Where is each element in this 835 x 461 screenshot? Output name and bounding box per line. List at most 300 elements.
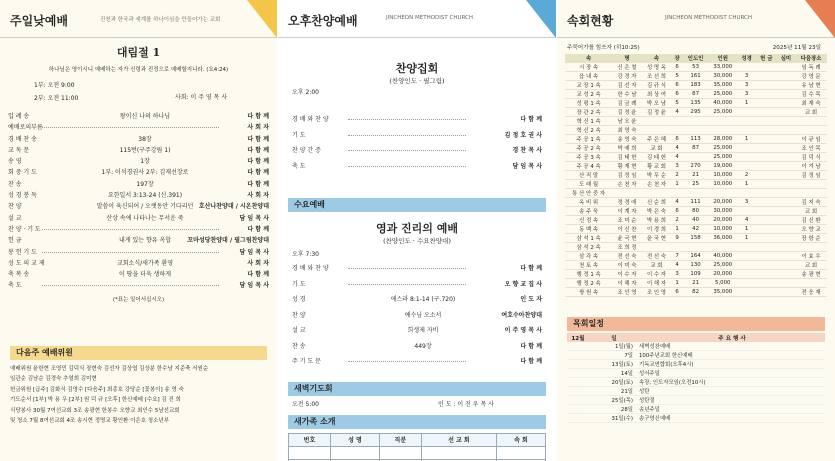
- table-cell: [777, 225, 795, 234]
- table-cell: 10,000: [708, 180, 737, 189]
- table-row: [565, 189, 827, 198]
- table-cell: 이 효 우: [795, 252, 827, 261]
- list-item: [567, 369, 825, 378]
- table-cell: 교 회: [795, 207, 827, 216]
- table-cell: [777, 234, 795, 243]
- dawn-section-title: 새벽기도회: [288, 382, 546, 396]
- table-cell: 성 평 1 속: [565, 99, 612, 108]
- order-row: [278, 325, 556, 341]
- table-cell: [777, 198, 795, 207]
- table-cell: 김 덕 식: [795, 153, 827, 162]
- order-item: 요한일서 3:13-24 (신.391): [107, 192, 183, 200]
- table-cell: [777, 108, 795, 117]
- order-row: [0, 280, 277, 291]
- table-cell: [671, 243, 683, 252]
- afternoon-panel: [278, 0, 556, 461]
- table-cell: [756, 90, 777, 99]
- event-cell: 14일: [589, 369, 639, 378]
- table-cell: 산 직 말: [565, 171, 612, 180]
- table-cell: 시 장 속: [565, 63, 612, 72]
- duty-row: 예배위원 윤한현 조영민 김덕식 장현숙 김선자 김상엽 김상분 한수남 지준축 서원순: [10, 365, 209, 372]
- table-cell: 21: [683, 279, 708, 288]
- table-row: [565, 117, 827, 126]
- table-cell: 동 백 속: [565, 225, 612, 234]
- order-row: [0, 167, 277, 178]
- order-label: 교 독 문: [8, 146, 30, 154]
- table-cell: 6: [671, 135, 683, 144]
- order-label: 예배로의부름: [8, 124, 43, 132]
- table-cell: [756, 207, 777, 216]
- table-header-cell: 성경: [737, 54, 755, 63]
- table-cell: 조 희 정: [612, 243, 642, 252]
- table-cell: [795, 189, 827, 198]
- table-cell: 삼 석 1 속: [565, 234, 612, 243]
- table-cell: 6: [671, 81, 683, 90]
- cell-meta: [557, 43, 835, 53]
- table-cell: 4: [671, 144, 683, 153]
- morning-theme: 대림절 1: [116, 46, 161, 59]
- afternoon-subtitle: JINCHEON METHODIST CHURCH: [386, 15, 474, 21]
- table-row: [565, 270, 827, 279]
- table-cell: [777, 72, 795, 81]
- table-row: [565, 126, 827, 135]
- table-row: [565, 153, 827, 162]
- events-section-title: 목회일정: [567, 317, 825, 331]
- table-cell: 이 경 희: [642, 225, 672, 234]
- duty-row: 및 청소 7월 8여선교회 4조 송시현 정명교 황인환 이은호 청소년부: [10, 418, 170, 425]
- order-leader: 다 함 께: [520, 342, 542, 350]
- event-cell: 25일(목): [589, 396, 639, 405]
- service-time-2: 2부: 오전 11:00: [34, 95, 79, 102]
- table-cell: [683, 243, 708, 252]
- table-cell: 3: [737, 72, 755, 81]
- table-header-cell: 선 교 회: [421, 433, 496, 446]
- event-cell: [567, 369, 589, 378]
- order-leader: 담 임 목 사: [239, 248, 269, 256]
- dotted-leader: [348, 268, 466, 269]
- dotted-leader: [348, 135, 466, 136]
- header-corner-decoration: [247, 0, 277, 38]
- order-item: 말씀이 육신되어 / 오랫동안 기다리던: [96, 203, 194, 211]
- table-cell: [756, 108, 777, 117]
- order-leader: 담 임 목 사: [239, 214, 269, 222]
- table-cell: 1: [671, 279, 683, 288]
- event-cell: 송구영신예배: [639, 414, 825, 423]
- table-cell: [795, 279, 827, 288]
- order-label: 기 도: [292, 131, 306, 139]
- table-header-cell: 성 명: [330, 433, 379, 446]
- table-cell: 김 수 목: [795, 90, 827, 99]
- table-row: [565, 234, 827, 243]
- table-row: [565, 72, 827, 81]
- standing-note: (*표는 일어서십시오): [112, 296, 165, 303]
- table-header-cell: 주 요 행 사: [639, 333, 825, 342]
- table-cell: 신 정 속: [565, 216, 612, 225]
- table-cell: [683, 117, 708, 126]
- order-leader: 다 함 께: [247, 180, 269, 188]
- event-cell: 13일(토): [589, 360, 639, 369]
- dotted-leader: [348, 150, 466, 151]
- order-label: 설 교: [292, 327, 306, 334]
- table-cell: [737, 252, 755, 261]
- order-row: [0, 145, 277, 156]
- table-cell: 이 해 자: [612, 279, 642, 288]
- table-cell: [795, 117, 827, 126]
- table-cell: 87: [683, 90, 708, 99]
- table-cell: [777, 144, 795, 153]
- order-leader: 다 함 께: [247, 169, 269, 177]
- table-cell: 130: [683, 261, 708, 270]
- table-cell: 천 토 속: [565, 261, 612, 270]
- order-item: 산상 속에 나타나는 무서운 죽: [106, 214, 184, 222]
- wednesday-theme: 영과 진리의 예배: [375, 222, 459, 235]
- table-cell: 53: [683, 63, 708, 72]
- order-label: 경 배 와 찬 양: [292, 265, 329, 272]
- list-item: [567, 351, 825, 360]
- table-cell: 전 선 숙: [642, 252, 672, 261]
- dotted-leader: [348, 284, 466, 285]
- table-cell: 박 은 숙: [642, 207, 672, 216]
- duty-row: 임관순 김남순 김경숙 추열희 김미현: [10, 376, 97, 383]
- table-cell: [777, 243, 795, 252]
- order-leader: 인 도 자: [520, 296, 542, 303]
- table-cell: 1: [737, 234, 755, 243]
- order-leader: 다 함 께: [247, 271, 269, 279]
- order-item: 왕이신 나의 하나님: [119, 113, 171, 120]
- table-cell: 4: [671, 108, 683, 117]
- table-cell: [708, 189, 737, 198]
- table-cell: [737, 63, 755, 72]
- table-cell: 교 회: [642, 261, 672, 270]
- table-header-cell: 심미: [777, 54, 795, 63]
- table-cell: [756, 117, 777, 126]
- order-row: [278, 161, 556, 177]
- event-cell: 20일(토): [589, 378, 639, 387]
- order-item: 115번(구주강림 1): [119, 146, 171, 154]
- table-cell: 김 정 윤: [642, 108, 672, 117]
- order-leader: 다 함 께: [247, 225, 269, 233]
- order-row: [0, 179, 277, 190]
- table-cell: 33,000: [708, 63, 737, 72]
- table-cell: [756, 63, 777, 72]
- table-cell: 1: [737, 225, 755, 234]
- cell-date: 2025년 11월 23일: [772, 45, 821, 51]
- table-cell: [756, 126, 777, 135]
- order-leader: 여호수아찬양대: [501, 311, 542, 319]
- table-row: [565, 216, 827, 225]
- order-leader: 다 함 께: [247, 113, 269, 120]
- table-cell: [777, 252, 795, 261]
- table-cell: 10,000: [708, 171, 737, 180]
- order-label: 주 기 도 문: [292, 358, 321, 365]
- order-item: 1장: [140, 158, 150, 166]
- table-cell: 최 상 여: [642, 90, 672, 99]
- order-row: [278, 356, 556, 372]
- table-cell: [737, 126, 755, 135]
- table-cell: [737, 243, 755, 252]
- table-cell: [777, 162, 795, 171]
- table-cell: 7: [671, 252, 683, 261]
- order-row: [0, 258, 277, 269]
- newcomer-table: [288, 433, 546, 461]
- list-item: [567, 414, 825, 423]
- table-cell: [777, 117, 795, 126]
- table-cell: [756, 270, 777, 279]
- order-item: 희생제 자비: [407, 327, 439, 334]
- table-cell: 교 성 2 속: [565, 90, 612, 99]
- table-cell: 3: [671, 270, 683, 279]
- order-label: 성 경: [292, 296, 306, 303]
- afternoon-title: 오후찬양예배: [288, 14, 358, 28]
- afternoon-theme: 찬양집회: [395, 62, 439, 75]
- table-cell: 28,000: [708, 135, 737, 144]
- order-leader: 다 함 께: [520, 265, 542, 272]
- table-cell: 이 겨 남: [795, 162, 827, 171]
- header-corner-decoration: [805, 0, 835, 38]
- table-cell: [777, 207, 795, 216]
- table-cell: 3: [737, 90, 755, 99]
- events-table: [567, 333, 825, 423]
- table-header-cell: 일: [589, 333, 639, 342]
- event-cell: [567, 414, 589, 423]
- table-cell: 조 선 희: [642, 72, 672, 81]
- table-cell: [671, 189, 683, 198]
- table-cell: 6: [671, 207, 683, 216]
- dotted-leader: [42, 252, 219, 253]
- event-cell: 성탄절: [639, 396, 825, 405]
- table-row: [565, 180, 827, 189]
- table-cell: 강 영 문: [795, 72, 827, 81]
- table-cell: 25,000: [708, 108, 737, 117]
- table-cell: 윤 국 현: [642, 234, 672, 243]
- table-row: [565, 162, 827, 171]
- table-header-cell: 인도인: [683, 54, 708, 63]
- table-cell: 25,000: [708, 153, 737, 162]
- table-cell: [795, 126, 827, 135]
- table-cell: 이 수 자: [642, 270, 672, 279]
- morning-panel: [0, 0, 277, 461]
- table-cell: [737, 261, 755, 270]
- table-row: [565, 99, 827, 108]
- table-cell: 통 산 안 중 자: [565, 189, 612, 198]
- table-header-cell: 헌 금: [756, 54, 777, 63]
- table-cell: [777, 279, 795, 288]
- order-label: 찬 송: [8, 180, 22, 188]
- event-cell: 31일(수): [589, 414, 639, 423]
- table-cell: 6: [671, 90, 683, 99]
- table-cell: 쌍 원 속: [565, 288, 612, 297]
- dotted-leader: [42, 285, 219, 286]
- list-item: [567, 405, 825, 414]
- order-row: [0, 224, 277, 235]
- order-leader: 다 함 께: [247, 146, 269, 154]
- table-cell: 20,000: [708, 270, 737, 279]
- order-label: 봉 헌 기 도: [8, 248, 37, 256]
- order-label: 기 도: [292, 280, 306, 288]
- table-cell: 장 관 2 속: [565, 108, 612, 117]
- table-cell: [777, 126, 795, 135]
- table-cell: 270: [683, 162, 708, 171]
- order-row: [278, 145, 556, 161]
- table-cell: 박 무 순: [642, 171, 672, 180]
- table-cell: 87: [683, 144, 708, 153]
- table-cell: 111: [683, 198, 708, 207]
- table-header-cell: 속: [565, 54, 612, 63]
- order-row: [278, 114, 556, 130]
- table-cell: 2: [671, 171, 683, 180]
- table-cell: 김 신 환: [795, 216, 827, 225]
- table-header-cell: 장: [671, 54, 683, 63]
- table-cell: 10,000: [708, 225, 737, 234]
- duty-row: 헌금위원 [급주] 김화식 김영수 [다음주] 최종호 강당순 [꽃봉이] 송 영 숙: [10, 386, 184, 393]
- order-leader: 다 함 께: [520, 358, 542, 365]
- table-cell: [777, 171, 795, 180]
- table-cell: [777, 135, 795, 144]
- table-cell: [756, 252, 777, 261]
- table-header-cell: 번호: [289, 433, 331, 446]
- table-cell: 이 계 자: [612, 207, 642, 216]
- table-cell: [756, 171, 777, 180]
- cell-title: 속회현황: [567, 14, 614, 28]
- table-cell: 윤 국 현: [612, 234, 642, 243]
- order-leader: 다 함 께: [247, 135, 269, 143]
- order-label: 경 배 와 찬 양: [292, 116, 329, 123]
- order-item: 에스라 8:1-14 (구.720): [390, 296, 456, 303]
- table-header-cell: 직분: [379, 433, 421, 446]
- table-row: [565, 90, 827, 99]
- table-cell: 한 수 남: [612, 90, 642, 99]
- order-label: 헌 금: [8, 237, 22, 245]
- table-cell: 남 오 윤: [612, 117, 642, 126]
- table-cell: 2: [737, 171, 755, 180]
- table-cell: 김 규 식: [642, 81, 672, 90]
- table-cell: 5: [671, 72, 683, 81]
- table-cell: [737, 279, 755, 288]
- service-times: [34, 79, 277, 105]
- table-cell: [756, 216, 777, 225]
- order-row: [0, 213, 277, 224]
- table-cell: [777, 99, 795, 108]
- table-cell: [708, 117, 737, 126]
- order-leader: 경 찬 목 사: [512, 147, 542, 154]
- order-row: [0, 134, 277, 145]
- order-row: [0, 190, 277, 201]
- wednesday-section-title: 수요예배: [288, 198, 546, 212]
- table-cell: 113: [683, 135, 708, 144]
- table-cell: 1: [671, 180, 683, 189]
- order-row: [278, 263, 556, 279]
- table-row: [565, 288, 827, 297]
- order-item: 38장: [138, 135, 152, 143]
- table-cell: 혁 신 1 속: [565, 117, 612, 126]
- duty-list: [0, 364, 277, 427]
- order-item: 197장: [136, 180, 154, 188]
- table-cell: 1: [737, 180, 755, 189]
- table-cell: 36,000: [708, 234, 737, 243]
- table-cell: 행 정 1 속: [565, 270, 612, 279]
- table-cell: 박 오 남: [642, 99, 672, 108]
- order-leader: 오 향 교 집 사: [504, 280, 542, 288]
- table-cell: [795, 243, 827, 252]
- table-cell: [777, 189, 795, 198]
- table-cell: 6: [671, 288, 683, 297]
- order-item: 내게 있는 향유 옥합: [118, 237, 172, 245]
- table-cell: [737, 144, 755, 153]
- table-cell: 조 인 목: [795, 144, 827, 153]
- table-cell: [642, 126, 672, 135]
- table-cell: 김 정 윤: [612, 108, 642, 117]
- table-cell: 1: [737, 99, 755, 108]
- table-cell: 행 정 2 속: [565, 279, 612, 288]
- order-row: [0, 247, 277, 258]
- order-leader: 사 회 자: [247, 124, 269, 132]
- table-cell: [683, 189, 708, 198]
- table-cell: [737, 207, 755, 216]
- table-cell: 옥 비 위: [565, 198, 612, 207]
- event-cell: 28일: [589, 405, 639, 414]
- table-header-cell: 속: [642, 54, 672, 63]
- list-item: [567, 342, 825, 351]
- table-cell: 1: [671, 225, 683, 234]
- table-cell: 1: [737, 135, 755, 144]
- table-cell: 교 장 1 속: [565, 81, 612, 90]
- afternoon-theme-sub: (찬양인도 · 필그림): [389, 77, 445, 85]
- table-cell: 25,000: [708, 261, 737, 270]
- table-cell: 4: [737, 216, 755, 225]
- table-cell: 교 회: [795, 108, 827, 117]
- order-row: [0, 201, 277, 212]
- table-cell: [671, 117, 683, 126]
- table-cell: 오 향 교: [795, 225, 827, 234]
- table-cell: 유 남 현: [795, 81, 827, 90]
- order-label: 찬 양 · 기 도: [8, 225, 41, 233]
- order-item: 교회소식/새가족 환영: [116, 259, 174, 267]
- event-cell: [567, 378, 589, 387]
- newcomer-section-title: 새가족 소개: [288, 415, 546, 429]
- event-cell: 새벽성찬예배: [639, 342, 825, 351]
- table-cell: 9: [671, 234, 683, 243]
- order-leader: 사 회 자: [247, 192, 269, 200]
- table-cell: [737, 162, 755, 171]
- table-cell: 80: [683, 207, 708, 216]
- table-cell: 4: [671, 153, 683, 162]
- table-cell: 주 공 3 속: [565, 153, 612, 162]
- order-row: [278, 130, 556, 146]
- table-cell: [612, 189, 642, 198]
- list-item: [567, 387, 825, 396]
- table-cell: [756, 162, 777, 171]
- table-cell: 이 수 자: [612, 270, 642, 279]
- order-row: [0, 269, 277, 280]
- table-cell: 40,000: [708, 99, 737, 108]
- table-cell: 295: [683, 108, 708, 117]
- order-label: 축 도: [8, 282, 22, 290]
- table-cell: 19,000: [708, 162, 737, 171]
- table-row: [565, 171, 827, 180]
- wednesday-order-list: [278, 263, 556, 372]
- table-cell: [756, 99, 777, 108]
- order-label: 찬 양: [8, 203, 22, 211]
- table-cell: [737, 108, 755, 117]
- table-cell: [642, 243, 672, 252]
- duty-section-title: 다음주 예배위원: [10, 346, 267, 360]
- table-cell: 황 재 현: [612, 162, 642, 171]
- table-row: [289, 446, 546, 459]
- table-cell: 조 인 영: [642, 288, 672, 297]
- order-leader: 이 주 영 목 사: [504, 327, 542, 334]
- table-cell: [737, 189, 755, 198]
- table-cell: [777, 63, 795, 72]
